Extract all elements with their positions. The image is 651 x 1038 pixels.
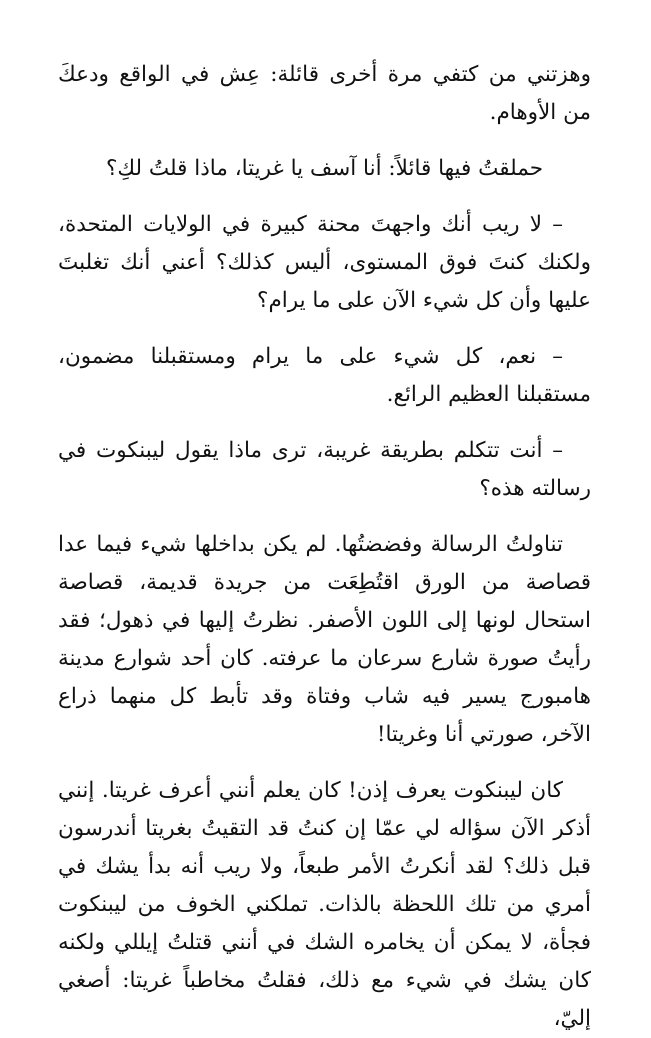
paragraph-2: حملقتُ فيها قائلاً: أنا آسف يا غريتا، ماذا قلتُ لكِ؟ bbox=[105, 156, 543, 181]
paragraph-6: تناولتُ الرسالة وفضضتُها. لم يكن بداخلها شيء فيما عدا قصاصة من الورق اقتُطِعَت من جريدة قديمة، قصاصة استحال لونها إلى اللون الأصفر. نظرتُ إليها في ذهول؛ فقد رأيتُ صورة شارع سرعان ما عرفته. كان أحد شوارع مدينة هامبورج يسير فيه شاب وفتاة وقد تأبط كل منهما ذراع الآخر، صورتي أنا وغريتا! bbox=[58, 532, 591, 747]
paragraph-5: – أنت تتكلم بطريقة غريبة، ترى ماذا يقول ليبنكوت في رسالته هذه؟ bbox=[58, 438, 591, 501]
paragraph-3: – لا ريب أنك واجهتَ محنة كبيرة في الولايات المتحدة، ولكنك كنتَ فوق المستوى، أليس كذلك؟ أعني أنك تغلبتَ عليها وأن كل شيء الآن على ما يرام؟ bbox=[58, 212, 591, 313]
paragraph-1: وهزتني من كتفي مرة أخرى قائلة: عِش في الواقع ودعكَ من الأوهام. bbox=[58, 62, 591, 125]
paragraph-4: – نعم، كل شيء على ما يرام ومستقبلنا مضمون، مستقبلنا العظيم الرائع. bbox=[58, 344, 591, 407]
paragraph-7: كان ليبنكوت يعرف إذن! كان يعلم أنني أعرف غريتا. إنني أذكر الآن سؤاله لي عمّا إن كنتُ قد التقيتُ بغريتا أندرسون قبل ذلك؟ لقد أنكرتُ الأمر طبعاً، ولا ريب أنه بدأ يشك في أمري من تلك اللحظة بالذات. تملكني الخوف من ليبنكوت فجأة، لا يمكن أن يخامره الشك في أنني قتلتُ إيللي ولكنه كان يشك في شيء مع ذلك، فقلتُ مخاطباً غريتا: أصغي إليّ، bbox=[58, 778, 591, 1031]
